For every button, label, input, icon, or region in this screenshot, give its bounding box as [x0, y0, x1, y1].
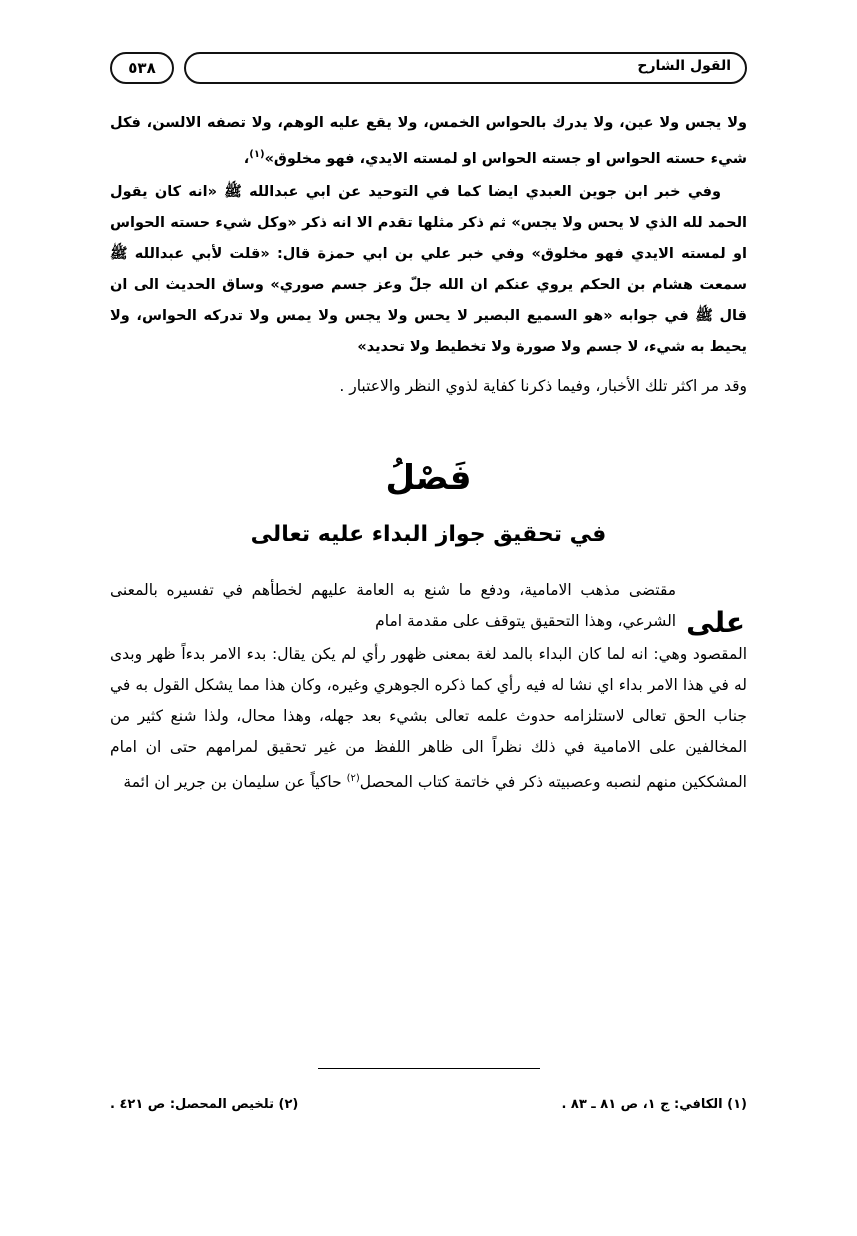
footnote-separator [318, 1068, 540, 1069]
main-paragraph-body: المقصود وهي: انه لما كان البداء بالمد لغة بمعنى ظهور رأي لم يكن يقال: بدء الامر بدءاً ظهر وبدى له في هذا الامر بداء اي نشا له فيه رأي كما ذكره الجوهري وغيره، وكان هذا مما يشكل القول به في جناب الحق تعالى لاستلزامه حدوث علمه تعالى بشيء بعد جهله، وهذا محال، ولذا شنع كثير من المخالفين على الامامية في ذلك نظراً الى ظاهر اللفظ من غير تحقيق لمرامهم حتى ان امام المشككين منهم لنصبه وعصبيته ذكر في خاتمة كتاب المحصل$^{(٢)}$ حاكياً عن سليمان بن جرير ان ائمة [110, 645, 747, 792]
footnote-area [110, 1097, 747, 1112]
section-heading: فَصْلُ [385, 457, 472, 498]
page-header [110, 52, 747, 86]
main-body-block [110, 575, 747, 798]
closing-line: وقد مر اكثر تلك الأخبار، وفيما ذكرنا كفاية لذوي النظر والاعتبار . [339, 376, 747, 395]
footnote-2: (٢) تلخيص المحصل: ص ٤٢١ . [110, 1097, 299, 1112]
footnote-1: (١) الكافي: ج ١، ص ٨١ ـ ٨٣ . [561, 1097, 747, 1112]
bold-paragraph-1: ولا يجس ولا عين، ولا يدرك بالحواس الخمس، ولا يقع عليه الوهم، ولا تصفه الالسن، فكل شيء حسته الحواس او جسته الحواس او لمسته الايدي، فهو مخلوق»$^{(١)}$، [110, 115, 747, 167]
header-title-bar [184, 52, 747, 84]
closing-line-block [110, 371, 747, 402]
footnote-marker-1: (١) [249, 149, 265, 160]
page-content [110, 108, 747, 800]
footnote-marker-2: (٢) [346, 773, 360, 785]
book-title: القول الشارح [637, 58, 731, 74]
bold-paragraph-2: وفي خبر ابن جوين العبدي ايضا كما في التوحيد عن ابي عبدالله ﷺ «انه كان يقول الحمد لله الذي لا يحس ولا يجس» ثم ذكر مثلها تقدم الا انه ذكر «وكل شيء حسته الحواس او لمسته الايدي فهو مخلوق» وفي خبر علي بن ابي حمزة قال: «قلت لأبي عبدالله ﷺ سمعت هشام بن الحكم يروي عنكم ان الله جلّ وعز جسم صوري» وساق الحديث الى ان قال ﷺ في جوابه «هو السميع البصير لا يحس ولا يجس ولا يمس ولا تدركه الحواس، ولا يحيط به شيء، لا جسم ولا صورة ولا تخطيط ولا تحديد» [110, 183, 747, 355]
main-paragraph-opening: مقتضى مذهب الامامية، ودفع ما شنع به العامة عليهم لخطأهم في تفسيره بالمعنى الشرعي، وهذا التحقيق يتوقف على مقدمة امام [110, 581, 677, 631]
page-number-box [110, 52, 174, 84]
bold-narration-block [110, 108, 747, 363]
dropcap-word: على [686, 606, 745, 640]
section-subheading: في تحقيق جواز البداء عليه تعالى [250, 521, 607, 547]
page-number: ٥٣٨ [128, 59, 156, 77]
